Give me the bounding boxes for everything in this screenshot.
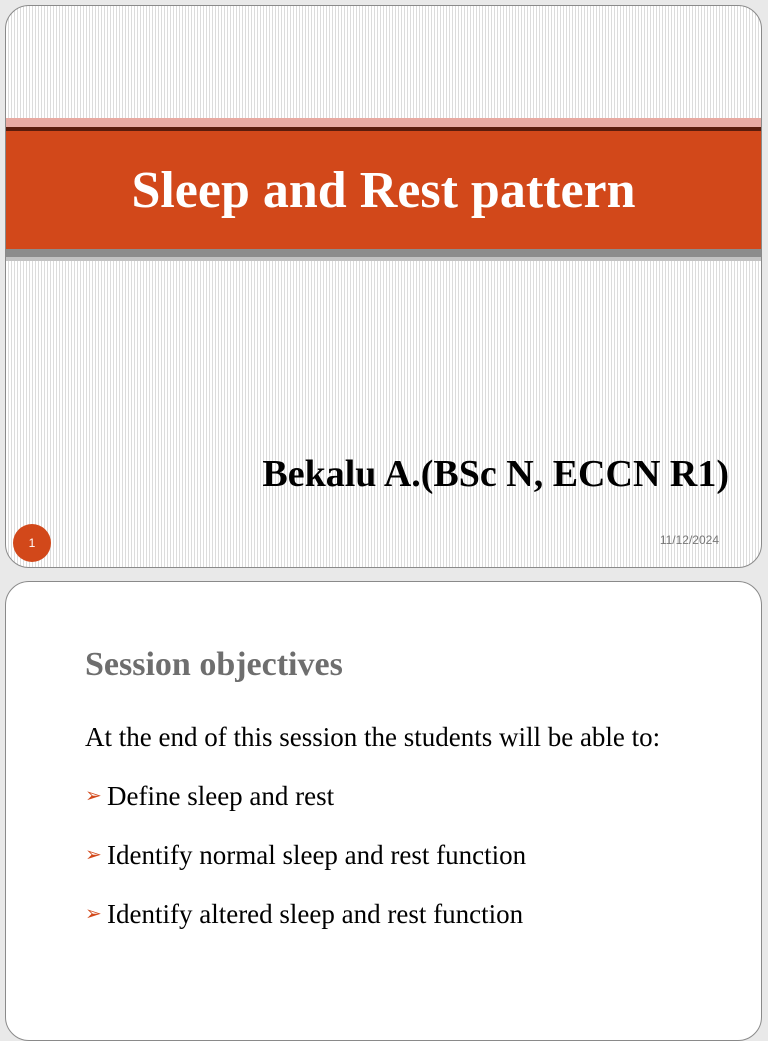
title-band-bottom-stripe (6, 249, 761, 257)
objective-text: Define sleep and rest (107, 781, 335, 811)
arrow-bullet-icon: ➢ (85, 844, 102, 866)
arrow-bullet-icon: ➢ (85, 903, 102, 925)
title-slide (5, 5, 762, 568)
objectives-list (85, 781, 526, 958)
objective-text: Identify normal sleep and rest function (107, 840, 527, 870)
list-item (85, 840, 526, 899)
intro-text: At the end of this session the students will be able to: (85, 722, 661, 752)
author-name: Bekalu A.(BSc N, ECCN R1) (262, 453, 729, 495)
title-band-bottom-stripe-light (6, 257, 761, 261)
list-item (85, 899, 526, 958)
objectives-slide (5, 581, 762, 1041)
list-item (85, 781, 526, 840)
slide-number-badge: 1 (13, 524, 51, 562)
title-band (6, 131, 761, 249)
arrow-bullet-icon: ➢ (85, 785, 102, 807)
slide-date: 11/12/2024 (659, 533, 719, 547)
section-heading: Session objectives (85, 646, 343, 683)
slide-title: Sleep and Rest pattern (131, 161, 636, 219)
objective-text: Identify altered sleep and rest function (107, 899, 524, 929)
